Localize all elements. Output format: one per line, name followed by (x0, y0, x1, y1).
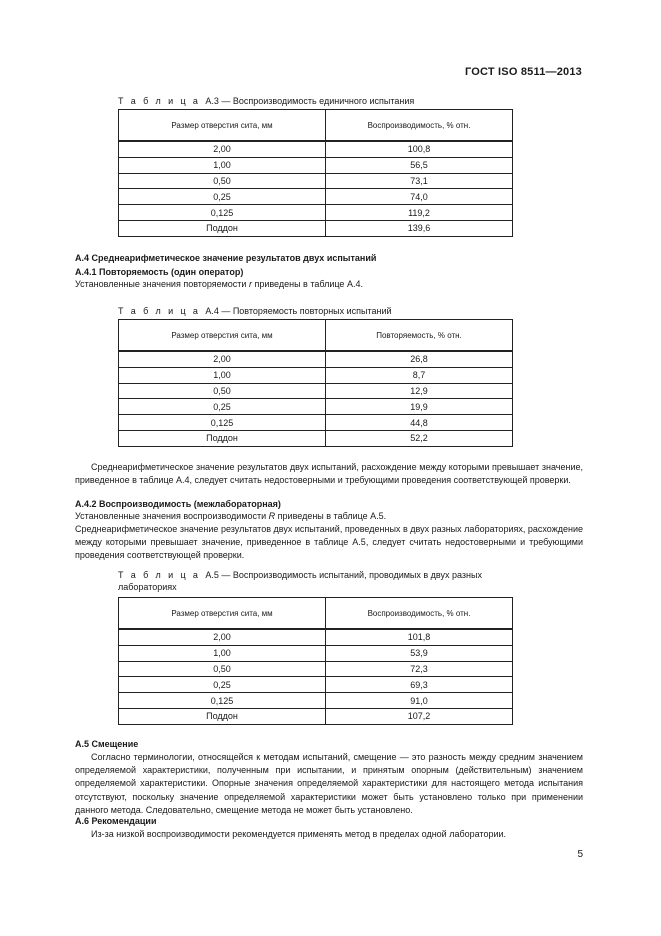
table-row (119, 430, 513, 446)
table-cell: 0,25 (119, 189, 326, 205)
table-cell: 44,8 (326, 415, 513, 431)
section-a42-heading: А.4.2 Воспроизводимость (межлабораторная) (75, 499, 281, 509)
table-a4-caption (118, 305, 392, 317)
table-cell: 8,7 (326, 367, 513, 383)
section-a4-heading: А.4 Среднеарифметическое значение результатов двух испытаний (75, 253, 377, 263)
table-cell: 2,00 (119, 141, 326, 157)
column-header: Размер отверстия сита, мм (119, 110, 326, 142)
paragraph-a4-conclusion: Среднеарифметическое значение результатов двух испытаний, расхождение между которыми превышает значение, приведенное в таблице А.4, следует считать недостоверными и требующими проведения соответствующей проверки. (75, 462, 583, 486)
table-cell: 1,00 (119, 645, 326, 661)
table-row (119, 645, 513, 661)
variable-R: R (268, 511, 276, 521)
column-header: Воспроизводимость, % отн. (326, 110, 513, 142)
table-cell: Поддон (119, 220, 326, 236)
table-row (119, 205, 513, 221)
table-row (119, 220, 513, 236)
table-cell: 139,6 (326, 220, 513, 236)
table-cell: 1,00 (119, 157, 326, 173)
table-cell: Поддон (119, 708, 326, 724)
table-row (119, 415, 513, 431)
table-row (119, 173, 513, 189)
table-cell: 0,50 (119, 383, 326, 399)
text-fragment: приведены в таблице А.4. (251, 279, 363, 289)
table-cell: 72,3 (326, 661, 513, 677)
table-cell: 0,50 (119, 173, 326, 189)
table-a4 (118, 319, 513, 447)
table-caption-prefix: Т а б л и ц а (118, 570, 201, 580)
table-cell: 101,8 (326, 629, 513, 645)
section-a6-text: Из-за низкой воспроизводимости рекомендуется применять метод в пределах одной лаборатории. (91, 829, 507, 839)
column-header: Размер отверстия сита, мм (119, 598, 326, 630)
table-a3-caption (118, 95, 414, 107)
section-a41-text (75, 278, 583, 291)
table-cell: 19,9 (326, 399, 513, 415)
table-cell: 2,00 (119, 351, 326, 367)
table-cell: 26,8 (326, 351, 513, 367)
table-cell: 107,2 (326, 708, 513, 724)
table-cell: 2,00 (119, 629, 326, 645)
column-header: Размер отверстия сита, мм (119, 320, 326, 352)
table-cell: 0,25 (119, 399, 326, 415)
table-row (119, 629, 513, 645)
table-caption-prefix: Т а б л и ц а (118, 306, 201, 316)
column-header: Повторяемость, % отн. (326, 320, 513, 352)
table-caption-text: А.5 — Воспроизводимость испытаний, проводимых в двух разных (205, 570, 482, 580)
table-cell: 0,125 (119, 693, 326, 709)
table-cell: 0,125 (119, 205, 326, 221)
table-row (119, 367, 513, 383)
table-caption-text: А.3 — Воспроизводимость единичного испытания (205, 96, 415, 106)
document-id-header: ГОСТ ISO 8511—2013 (464, 66, 582, 78)
table-row (119, 708, 513, 724)
table-cell: 56,5 (326, 157, 513, 173)
variable-r: r (248, 279, 252, 289)
table-row (119, 141, 513, 157)
section-a6-heading: А.6 Рекомендации (75, 816, 157, 826)
table-caption-text: А.4 — Повторяемость повторных испытаний (205, 306, 392, 316)
table-cell: 74,0 (326, 189, 513, 205)
table-a5-caption (118, 569, 482, 593)
table-cell: 1,00 (119, 367, 326, 383)
table-row (119, 399, 513, 415)
text-fragment: Установленные значения воспроизводимости (75, 511, 269, 521)
table-row (119, 661, 513, 677)
table-cell: 0,25 (119, 677, 326, 693)
table-row (119, 677, 513, 693)
table-row (119, 351, 513, 367)
table-cell: 69,3 (326, 677, 513, 693)
table-cell: Поддон (119, 430, 326, 446)
table-cell: 12,9 (326, 383, 513, 399)
section-a41-heading: А.4.1 Повторяемость (один оператор) (75, 267, 244, 277)
table-caption-text-line2: лабораториях (118, 582, 177, 592)
table-a3 (118, 109, 513, 237)
table-cell: 91,0 (326, 693, 513, 709)
text-fragment: приведены в таблице А.5. (275, 511, 387, 521)
table-caption-prefix: Т а б л и ц а (118, 96, 201, 106)
table-cell: 53,9 (326, 645, 513, 661)
table-row (119, 189, 513, 205)
table-cell: 73,1 (326, 173, 513, 189)
column-header: Воспроизводимость, % отн. (326, 598, 513, 630)
paragraph-a42-conclusion: Среднеарифметическое значение результатов двух испытаний, проведенных в двух разных лабораториях, расхождение между которыми превышает значение, приведенное в таблице А.5, следует считать недостоверными и требующими проведения соответствующей проверки. (75, 524, 583, 561)
table-cell: 0,50 (119, 661, 326, 677)
section-a5-heading: А.5 Смещение (75, 739, 139, 749)
table-cell: 52,2 (326, 430, 513, 446)
section-a42-text (75, 510, 583, 523)
table-cell: 0,125 (119, 415, 326, 431)
text-fragment: Установленные значения повторяемости (75, 279, 249, 289)
table-row (119, 157, 513, 173)
page-number: 5 (577, 849, 583, 860)
table-a5 (118, 597, 513, 725)
table-row (119, 383, 513, 399)
table-row (119, 693, 513, 709)
table-cell: 100,8 (326, 141, 513, 157)
section-a5-text: Согласно терминологии, относящейся к методам испытаний, смещение — это разность между средним значением определяемой характеристики, полученным при испытании, и принятым опорным (действительным) значением определяемой характеристики. Опорные значения определяемой характеристики для настоящего метода испытания отсутствуют, поскольку значение определяемой характеристики может быть установлено только при применении данного метода. Следовательно, смещение метода не может быть установлено. (75, 752, 583, 815)
table-cell: 119,2 (326, 205, 513, 221)
